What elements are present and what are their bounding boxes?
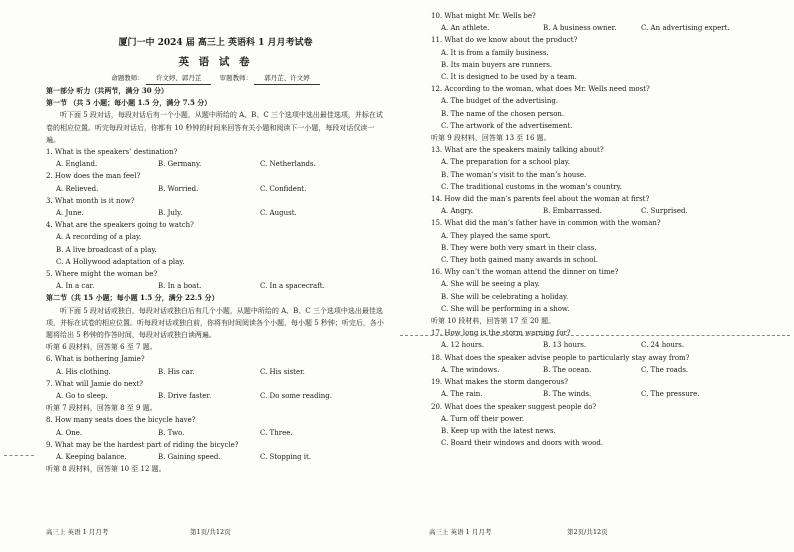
passage-hint-9: 听第 9 段材料，回答第 13 至 16 题。 xyxy=(431,134,551,143)
option-b: B. Worried. xyxy=(158,184,199,193)
question-19-options xyxy=(431,388,784,400)
question-9: 9. What may be the hardest part of riding the bicycle? xyxy=(46,440,239,449)
option-a: A. A recording of a play. xyxy=(56,233,142,242)
question-18: 18. What does the speaker advise people to particularly stay away from? xyxy=(431,353,690,362)
option-c: C. Board their windows and doors with wood. xyxy=(441,439,604,448)
option-b: B. Embarrassed. xyxy=(543,207,602,216)
option-b: B. A business owner. xyxy=(543,24,617,33)
question-17: 17. How long is the storm warning for? xyxy=(431,329,571,338)
question-15: 15. What did the man’s father have in common with the woman? xyxy=(431,219,661,228)
question-2: 2. How does the man feel? xyxy=(46,172,141,181)
option-b: B. The name of the chosen person. xyxy=(441,109,565,118)
option-b: B. The ocean. xyxy=(543,365,592,374)
option-a: A. In a car. xyxy=(56,282,95,291)
option-a: A. The windows. xyxy=(441,365,500,374)
option-a: A. Keeping balance. xyxy=(56,453,127,462)
option-c: C. They both gained many awards in school. xyxy=(441,256,598,265)
option-b: B. Two. xyxy=(158,428,185,437)
option-b: B. 13 hours. xyxy=(543,341,587,350)
reviewers: 郭丹芷、许文婷 xyxy=(254,72,320,85)
option-a: A. His clothing. xyxy=(56,367,111,376)
option-a: A. Go to sleep. xyxy=(56,392,108,401)
question-18-options xyxy=(431,364,784,376)
fold-line xyxy=(400,335,790,337)
option-b: B. July. xyxy=(158,209,183,218)
option-a: A. Relieved. xyxy=(56,184,99,193)
option-a: A. They played the same sport. xyxy=(441,231,551,240)
option-a: A. An athlete. xyxy=(441,24,490,33)
option-b: B. They were both very smart in their class. xyxy=(441,243,597,252)
option-c: C. In a spacecraft. xyxy=(260,282,325,291)
question-11: 11. What do we know about the product? xyxy=(431,36,578,45)
option-a: A. The budget of the advertising. xyxy=(441,97,559,106)
footer-exam-name: 高三上 英语 1 月月考 xyxy=(429,527,492,536)
question-4: 4. What are the speakers going to watch? xyxy=(46,221,194,230)
option-c: C. An advertising expert. xyxy=(641,24,730,33)
option-b: B. The winds. xyxy=(543,390,592,399)
question-10: 10. What might Mr. Wells be? xyxy=(431,12,536,20)
option-b: B. In a boat. xyxy=(158,282,202,291)
option-c: C. The traditional customs in the woman’s country. xyxy=(441,182,622,191)
question-5-options xyxy=(46,280,385,292)
option-c: C. Netherlands. xyxy=(260,160,316,169)
exam-meta xyxy=(46,72,385,85)
exam-title: 厦门一中 2024 届 高三上 英语科 1 月月考试卷 xyxy=(118,38,313,48)
option-c: C. It is designed to be used by a team. xyxy=(441,73,577,82)
question-1-options xyxy=(46,158,385,170)
question-2-options xyxy=(46,183,385,195)
section-1-instructions: 听下面 5 段对话，每段对话后有一个小题，从题中所给的 A、B、C 三个选项中选出最佳选项，并标在试卷的相应位置。听完每段对话后，你都有 10 秒钟的时间来回答有关小题和阅读下一小题，每段对话仅读一遍。 xyxy=(46,111,383,144)
option-b: B. A live broadcast of a play. xyxy=(56,245,157,254)
question-12: 12. According to the woman, what does Mr. Wells need most? xyxy=(431,85,650,94)
question-7: 7. What will Jamie do next? xyxy=(46,379,144,388)
page-2 xyxy=(397,0,794,552)
option-a: A. The preparation for a school play. xyxy=(441,158,571,167)
question-5: 5. Where might the woman be? xyxy=(46,270,158,279)
question-1: 1. What is the speakers’ destination? xyxy=(46,148,178,157)
option-c: C. Confident. xyxy=(260,184,307,193)
option-c: C. The pressure. xyxy=(641,390,700,399)
option-c: C. August. xyxy=(260,209,297,218)
option-b: B. She will be celebrating a holiday. xyxy=(441,292,569,301)
question-8: 8. How many seats does the bicycle have? xyxy=(46,416,196,425)
question-20: 20. What does the speaker suggest people do? xyxy=(431,402,597,411)
question-9-options xyxy=(46,451,385,463)
footer-exam-name: 高三上 英语 1 月月考 xyxy=(46,527,109,536)
option-c: C. 24 hours. xyxy=(641,341,685,350)
passage-hint-10: 听第 10 段材料，回答第 17 至 20 题。 xyxy=(431,317,556,326)
setters: 许文婷、郭丹芷 xyxy=(146,72,212,85)
option-a: A. England. xyxy=(56,160,98,169)
reviewer-label: 审题教师： xyxy=(219,74,253,82)
passage-hint-8: 听第 8 段材料，回答第 10 至 12 题。 xyxy=(46,465,166,474)
question-10-options xyxy=(431,22,784,34)
question-19: 19. What makes the storm dangerous? xyxy=(431,378,569,387)
question-3-options xyxy=(46,207,385,219)
option-b: B. Its main buyers are runners. xyxy=(441,60,553,69)
question-3: 3. What month is it now? xyxy=(46,196,135,205)
option-c: C. A Hollywood adaptation of a play. xyxy=(56,257,185,266)
section-2-instructions: 听下面 5 段对话或独白，每段对话或独白后有几个小题，从题中所给的 A、B、C 三个选项中选出最佳选项，并标在试卷的相应位置。听每段对话或独白前，你将有时间阅读各个小题，每小题 5 秒钟；听完后，各小题将给出 5 秒钟的作答时间，每段对话或独白读两遍。 xyxy=(46,306,384,340)
question-8-options xyxy=(46,427,385,439)
option-c: C. Do some reading. xyxy=(260,392,333,401)
question-14-options xyxy=(431,205,784,217)
option-c: C. The roads. xyxy=(641,365,689,374)
passage-hint-7: 听第 7 段材料，回答第 8 至 9 题。 xyxy=(46,404,157,413)
question-13: 13. What are the speakers mainly talking about? xyxy=(431,146,604,155)
option-a: A. 12 hours. xyxy=(441,341,485,350)
option-a: A. Turn off their power. xyxy=(441,414,525,423)
section-1-heading: 第一节 （共 5 小题；每小题 1.5 分，满分 7.5 分） xyxy=(46,98,212,108)
option-a: A. June. xyxy=(56,209,84,218)
option-c: C. Three. xyxy=(260,428,293,437)
option-a: A. Angry. xyxy=(441,207,474,216)
option-b: B. Drive faster. xyxy=(158,392,212,401)
question-6: 6. What is bothering Jamie? xyxy=(46,355,145,364)
option-a: A. One. xyxy=(56,428,83,437)
setter-label: 命题教师： xyxy=(111,74,144,82)
option-a: A. She will be seeing a play. xyxy=(441,280,540,289)
scan-mark xyxy=(4,455,34,457)
part-1-heading: 第一部分 听力（共两节，满分 30 分） xyxy=(46,86,169,95)
option-b: B. Keep up with the latest news. xyxy=(441,426,556,435)
option-b: B. Gaining speed. xyxy=(158,453,221,462)
question-7-options xyxy=(46,390,385,402)
exam-subtitle: 英 语 试 卷 xyxy=(178,56,253,68)
option-b: B. The woman’s visit to the man’s house. xyxy=(441,170,587,179)
option-c: C. Stopping it. xyxy=(260,453,312,462)
section-2-heading: 第二节（共 15 小题；每小题 1.5 分，满分 22.5 分） xyxy=(46,293,219,303)
option-b: B. Germany. xyxy=(158,160,202,169)
option-b: B. His car. xyxy=(158,367,195,376)
question-14: 14. How did the man’s parents feel about the woman at first? xyxy=(431,195,650,204)
passage-hint-6: 听第 6 段材料，回答第 6 至 7 题。 xyxy=(46,343,157,352)
question-6-options xyxy=(46,366,385,378)
option-a: A. It is from a family business. xyxy=(441,48,549,57)
footer-page-number: 第2页/共12页 xyxy=(567,527,608,536)
option-c: C. Surprised. xyxy=(641,207,688,216)
question-17-options xyxy=(431,339,784,351)
option-c: C. His sister. xyxy=(260,367,305,376)
footer-page-number: 第1页/共12页 xyxy=(190,527,231,536)
option-c: C. The artwork of the advertisement. xyxy=(441,121,573,130)
question-16: 16. Why can’t the woman attend the dinner on time? xyxy=(431,268,619,277)
option-c: C. She will be performing in a show. xyxy=(441,304,570,313)
option-a: A. The rain. xyxy=(441,390,483,399)
